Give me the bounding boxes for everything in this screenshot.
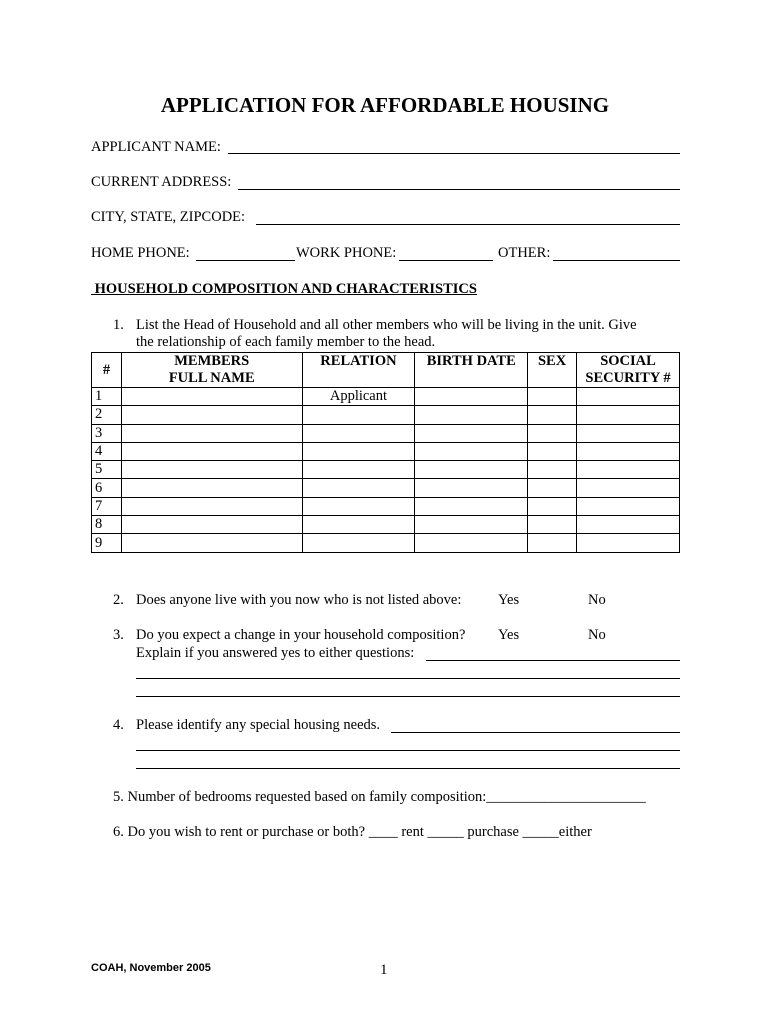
q4-text: Please identify any special housing needs. <box>136 717 381 733</box>
full-name-cell[interactable] <box>121 461 302 479</box>
sex-cell[interactable] <box>528 516 577 534</box>
full-name-cell[interactable] <box>121 388 302 406</box>
full-name-cell[interactable] <box>121 534 302 552</box>
current-address-label: CURRENT ADDRESS: <box>91 174 232 190</box>
sex-cell[interactable] <box>528 388 577 406</box>
header-ssn-line2: SECURITY # <box>585 370 671 386</box>
q2-text: Does anyone live with you now who is not listed above: <box>136 592 462 608</box>
page-number: 1 <box>380 962 388 978</box>
q3-no-option[interactable]: No <box>588 627 606 643</box>
home-phone-line[interactable] <box>196 260 295 261</box>
q3-number: 3. <box>113 627 124 643</box>
header-members-line1: MEMBERS <box>174 353 250 369</box>
header-members-full-name <box>121 353 302 388</box>
relation-cell[interactable] <box>302 497 415 515</box>
q6-text[interactable]: 6. Do you wish to rent or purchase or both? ____ rent _____ purchase _____either <box>113 824 592 840</box>
birth-date-cell[interactable] <box>415 497 528 515</box>
full-name-cell[interactable] <box>121 442 302 460</box>
relation-cell[interactable] <box>302 406 415 424</box>
city-state-zip-label: CITY, STATE, ZIPCODE: <box>91 209 246 225</box>
other-line[interactable] <box>553 260 680 261</box>
table-row <box>92 497 680 515</box>
birth-date-cell[interactable] <box>415 516 528 534</box>
sex-cell[interactable] <box>528 534 577 552</box>
q1-number: 1. <box>113 317 124 333</box>
table-row <box>92 479 680 497</box>
page-title: APPLICATION FOR AFFORDABLE HOUSING <box>160 93 610 117</box>
ssn-cell[interactable] <box>577 406 680 424</box>
table-row <box>92 388 680 406</box>
row-number: 1 <box>92 388 122 406</box>
q1-text-line2: the relationship of each family member to the head. <box>136 334 436 350</box>
row-number: 5 <box>92 461 122 479</box>
q2-no-option[interactable]: No <box>588 592 606 608</box>
q3-yes-option[interactable]: Yes <box>498 627 520 643</box>
birth-date-cell[interactable] <box>415 424 528 442</box>
work-phone-line[interactable] <box>399 260 493 261</box>
full-name-cell[interactable] <box>121 479 302 497</box>
household-members-table <box>91 352 680 553</box>
table-row <box>92 461 680 479</box>
table-row <box>92 516 680 534</box>
row-number: 2 <box>92 406 122 424</box>
birth-date-cell[interactable] <box>415 406 528 424</box>
q1-text-line1: List the Head of Household and all other members who will be living in the unit. Give <box>136 317 637 333</box>
birth-date-cell[interactable] <box>415 388 528 406</box>
birth-date-cell[interactable] <box>415 534 528 552</box>
header-sex: SEX <box>528 353 577 388</box>
relation-cell[interactable] <box>302 442 415 460</box>
q4-answer-line[interactable] <box>391 732 680 733</box>
table-row <box>92 534 680 552</box>
table-row <box>92 406 680 424</box>
sex-cell[interactable] <box>528 497 577 515</box>
q2-yes-option[interactable]: Yes <box>498 592 520 608</box>
q4-answer-line[interactable] <box>136 768 680 769</box>
row-number: 4 <box>92 442 122 460</box>
header-ssn-line1: SOCIAL <box>600 353 656 369</box>
other-label: OTHER: <box>498 245 551 261</box>
ssn-cell[interactable] <box>577 424 680 442</box>
applicant-name-label: APPLICANT NAME: <box>91 139 221 155</box>
row-number: 8 <box>92 516 122 534</box>
ssn-cell[interactable] <box>577 534 680 552</box>
current-address-line[interactable] <box>238 189 680 190</box>
header-social-security <box>577 353 680 388</box>
ssn-cell[interactable] <box>577 516 680 534</box>
relation-cell[interactable] <box>302 461 415 479</box>
ssn-cell[interactable] <box>577 461 680 479</box>
relation-cell[interactable] <box>302 479 415 497</box>
birth-date-cell[interactable] <box>415 442 528 460</box>
q5-text[interactable]: 5. Number of bedrooms requested based on family composition:______________________ <box>113 789 646 805</box>
row-number: 7 <box>92 497 122 515</box>
ssn-cell[interactable] <box>577 388 680 406</box>
ssn-cell[interactable] <box>577 479 680 497</box>
row-number: 9 <box>92 534 122 552</box>
relation-cell[interactable] <box>302 424 415 442</box>
full-name-cell[interactable] <box>121 424 302 442</box>
q2-number: 2. <box>113 592 124 608</box>
row-number: 3 <box>92 424 122 442</box>
table-row <box>92 442 680 460</box>
table-row <box>92 424 680 442</box>
sex-cell[interactable] <box>528 406 577 424</box>
relation-cell[interactable]: Applicant <box>302 388 415 406</box>
sex-cell[interactable] <box>528 442 577 460</box>
q4-answer-line[interactable] <box>136 750 680 751</box>
section-household-composition: HOUSEHOLD COMPOSITION AND CHARACTERISTICS <box>91 281 477 297</box>
row-number: 6 <box>92 479 122 497</box>
full-name-cell[interactable] <box>121 516 302 534</box>
header-relation: RELATION <box>302 353 415 388</box>
ssn-cell[interactable] <box>577 442 680 460</box>
relation-cell[interactable] <box>302 516 415 534</box>
q3-explain-line[interactable] <box>426 660 680 661</box>
sex-cell[interactable] <box>528 461 577 479</box>
applicant-name-line[interactable] <box>228 153 680 154</box>
sex-cell[interactable] <box>528 479 577 497</box>
home-phone-label: HOME PHONE: <box>91 245 190 261</box>
header-num: # <box>92 353 122 388</box>
footer-text: COAH, November 2005 <box>91 962 211 974</box>
q3-explain-line[interactable] <box>136 696 680 697</box>
q4-number: 4. <box>113 717 124 733</box>
q3-explain-line[interactable] <box>136 678 680 679</box>
table-header-row <box>92 353 680 388</box>
city-state-zip-line[interactable] <box>256 224 680 225</box>
work-phone-label: WORK PHONE: <box>296 245 397 261</box>
birth-date-cell[interactable] <box>415 461 528 479</box>
relation-cell[interactable] <box>302 534 415 552</box>
full-name-cell[interactable] <box>121 497 302 515</box>
header-birth-date: BIRTH DATE <box>415 353 528 388</box>
sex-cell[interactable] <box>528 424 577 442</box>
birth-date-cell[interactable] <box>415 479 528 497</box>
q3-explain-label: Explain if you answered yes to either questions: <box>136 645 415 661</box>
full-name-cell[interactable] <box>121 406 302 424</box>
header-members-line2: FULL NAME <box>168 370 255 386</box>
q3-text: Do you expect a change in your household composition? <box>136 627 466 643</box>
ssn-cell[interactable] <box>577 497 680 515</box>
